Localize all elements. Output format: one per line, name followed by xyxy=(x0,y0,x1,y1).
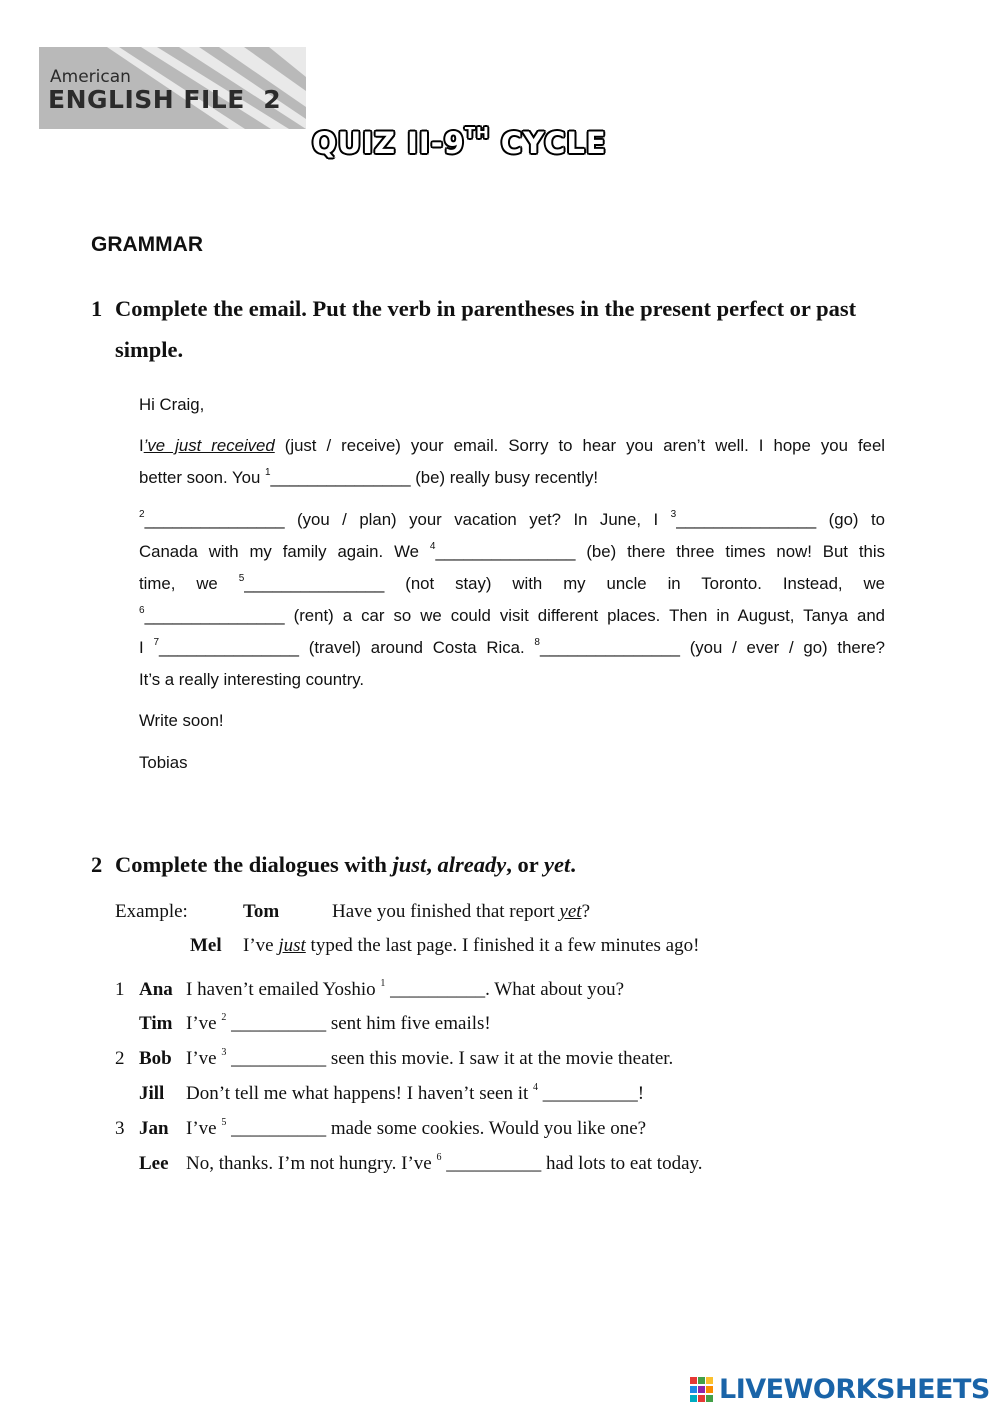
gap-input[interactable]: __________ xyxy=(542,1083,638,1104)
email-closing: Write soon! xyxy=(139,711,224,730)
section-heading: GRAMMAR xyxy=(91,233,203,256)
email-line: time, we $^5$_______________ (not stay) with my uncle in Toronto. Instead, we xyxy=(139,573,885,593)
email-line: I $^7$_______________ (travel) around Costa Rica. $^8$_______________ (you / ever / go) there? xyxy=(139,637,885,657)
example-answer: ’ve just received xyxy=(143,436,275,455)
gap-input[interactable]: __________ xyxy=(231,1118,327,1139)
gap-1[interactable]: _______________ xyxy=(270,468,411,487)
logo-line-english-file: ENGLISH FILE 2 xyxy=(48,85,282,114)
dialogue-number: 2 xyxy=(115,1048,125,1069)
liveworksheets-text: LIVEWORKSHEETS xyxy=(719,1374,990,1405)
speaker: Jan xyxy=(139,1118,169,1139)
quiz-title: QUIZ II-9TH CYCLE xyxy=(312,124,607,160)
american-english-file-logo xyxy=(39,47,306,129)
speaker: Mel xyxy=(190,935,222,956)
speaker: Bob xyxy=(139,1048,172,1069)
question-number: 2 xyxy=(91,852,103,877)
dialogue-number: 1 xyxy=(115,979,125,1000)
gap-input[interactable]: __________ xyxy=(231,1048,327,1069)
gap-input[interactable]: __________ xyxy=(446,1153,542,1174)
email-signature: Tobias xyxy=(139,753,188,772)
email-line: $^2$_______________ (you / plan) your vacation yet? In June, I $^3$_______________ (go) to xyxy=(139,509,885,529)
dialogue-line: Don’t tell me what happens! I haven’t seen it $^4$ __________! xyxy=(186,1082,645,1104)
gap-input[interactable]: __________ xyxy=(390,979,486,1000)
liveworksheets-logo xyxy=(690,1374,990,1405)
logo-line-american: American xyxy=(50,67,131,87)
gap-3[interactable]: _______________ xyxy=(676,510,817,529)
instruction-line-2: simple. xyxy=(115,337,184,362)
speaker: Tom xyxy=(243,901,280,922)
example-label: Example: xyxy=(115,901,188,922)
gap-4[interactable]: _______________ xyxy=(435,542,576,561)
email-greeting: Hi Craig, xyxy=(139,395,205,414)
gap-2[interactable]: _______________ xyxy=(144,510,285,529)
instruction: Complete the dialogues with just, already, or yet. xyxy=(115,852,576,877)
gap-input[interactable]: __________ xyxy=(231,1013,327,1034)
dialogue-line: I’ve $^2$ __________ sent him five emails! xyxy=(186,1012,491,1034)
liveworksheets-icon xyxy=(690,1377,714,1403)
dialogue-line: I haven’t emailed Yoshio $^1$ __________. What about you? xyxy=(186,978,625,1000)
gap-7[interactable]: _______________ xyxy=(159,638,299,657)
email-line: better soon. You $^1$_______________ (be) really busy recently! xyxy=(139,467,598,487)
speaker: Tim xyxy=(139,1013,173,1034)
email-line: Canada with my family again. We $^4$_______________ (be) there three times now! But this xyxy=(139,541,885,561)
speaker: Jill xyxy=(139,1083,165,1104)
gap-5[interactable]: _______________ xyxy=(244,574,385,593)
speaker: Ana xyxy=(139,979,173,1000)
gap-6[interactable]: _______________ xyxy=(144,606,285,625)
email-line: I’ve just received (just / receive) your email. Sorry to hear you aren’t well. I hope you feel xyxy=(139,436,886,455)
dialogue-line: I’ve $^3$ __________ seen this movie. I saw it at the movie theater. xyxy=(186,1047,674,1069)
question-number: 1 xyxy=(91,296,103,321)
email-line: It’s a really interesting country. xyxy=(139,670,365,689)
dialogue-line: I’ve $^5$ __________ made some cookies. Would you like one? xyxy=(186,1117,647,1139)
email-line: $^6$_______________ (rent) a car so we could visit different places. Then in August, Tanya and xyxy=(139,605,885,625)
instruction-line-1: Complete the email. Put the verb in parentheses in the present perfect or past xyxy=(115,296,857,321)
speaker: Lee xyxy=(139,1153,169,1174)
example-line: Have you finished that report yet? xyxy=(332,901,590,922)
example-line: I’ve just typed the last page. I finished it a few minutes ago! xyxy=(243,935,700,956)
gap-8[interactable]: _______________ xyxy=(539,638,680,657)
dialogue-number: 3 xyxy=(115,1118,125,1139)
dialogue-line: No, thanks. I’m not hungry. I’ve $^6$ __________ had lots to eat today. xyxy=(186,1152,703,1174)
